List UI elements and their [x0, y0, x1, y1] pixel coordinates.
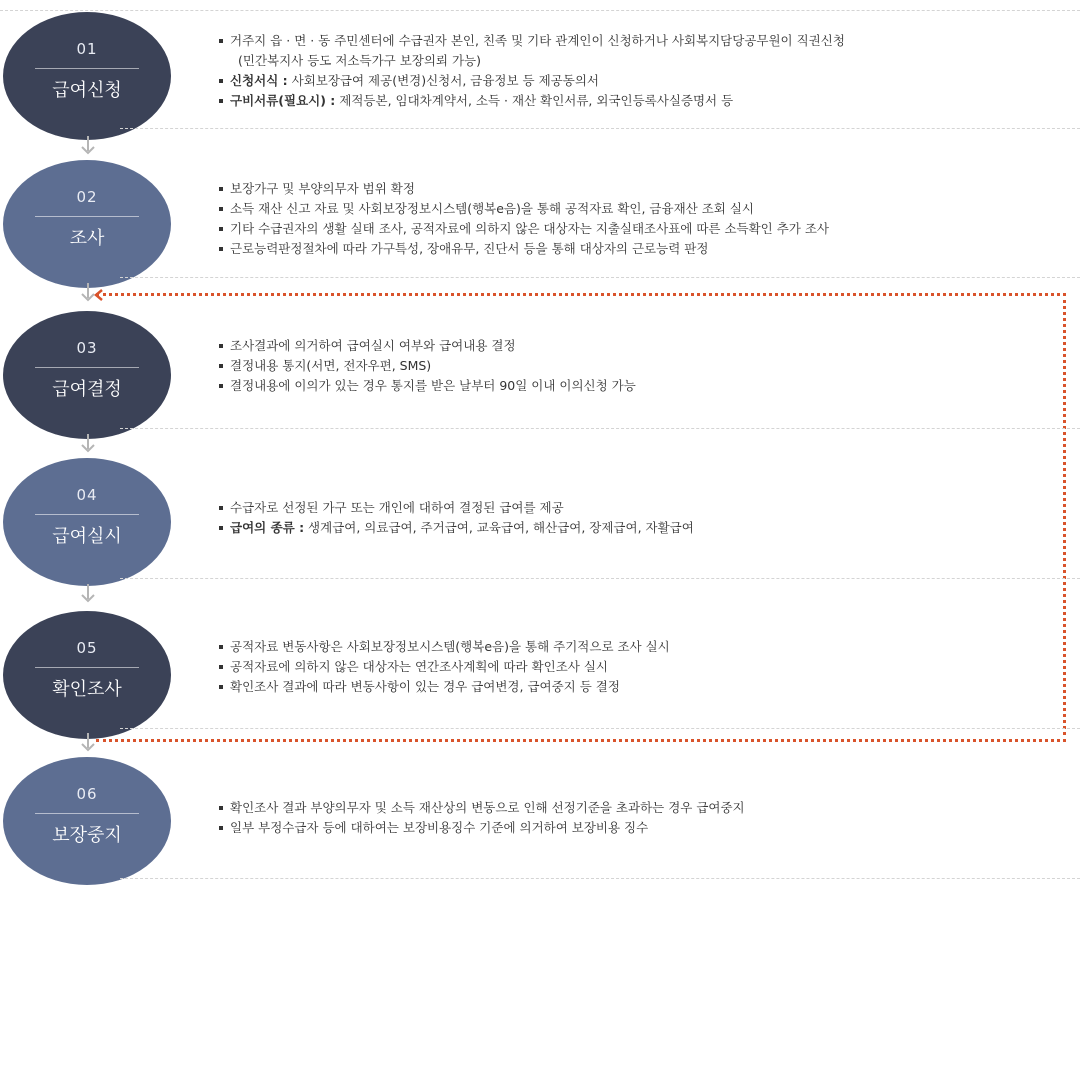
step-05-divider-line — [120, 728, 1080, 729]
step-06-title: 보장중지 — [52, 825, 122, 846]
step-04-divider-line — [120, 578, 1080, 579]
step-06-circle — [3, 757, 171, 885]
step-04-item: 수급자로 선정된 가구 또는 개인에 대하여 결정된 급여를 제공 — [216, 498, 1050, 518]
step-03-circle — [3, 311, 171, 439]
step-01-circle — [3, 12, 171, 140]
down-arrow-icon — [79, 434, 97, 454]
step-06-details — [216, 798, 1050, 838]
step-02-number: 02 — [76, 188, 98, 206]
step-01-item: 신청서식 : 사회보장급여 제공(변경)신청서, 금융정보 등 제공동의서 — [216, 71, 1050, 91]
step-02-item: 기타 수급권자의 생활 실태 조사, 공적자료에 의하지 않은 대상자는 지출실태조사표에 따른 소득확인 추가 조사 — [216, 219, 1050, 239]
down-arrow-icon — [79, 584, 97, 604]
top-divider — [0, 10, 1080, 11]
step-02-details — [216, 179, 1050, 259]
step-06-number: 06 — [76, 785, 98, 803]
step-05-title: 확인조사 — [52, 679, 122, 700]
step-03-item: 결정내용 통지(서면, 전자우편, SMS) — [216, 356, 1050, 376]
step-02-item: 소득 재산 신고 자료 및 사회보장정보시스템(행복e음)을 통해 공적자료 확인, 금융재산 조회 실시 — [216, 199, 1050, 219]
step-03-divider-line — [120, 428, 1080, 429]
step-01-item: 거주지 읍 · 면 · 동 주민센터에 수급권자 본인, 친족 및 기타 관계인이 신청하거나 사회복지담당공무원이 직권신청 — [216, 31, 1050, 51]
step-01-divider-line — [120, 128, 1080, 129]
step-01-divider — [35, 68, 139, 69]
step-04-title: 급여실시 — [52, 526, 122, 547]
step-03-details — [216, 336, 1050, 396]
step-02-item: 근로능력판정절차에 따라 가구특성, 장애유무, 진단서 등을 통해 대상자의 근로능력 판정 — [216, 239, 1050, 259]
step-01-number: 01 — [76, 40, 98, 58]
step-05-divider — [35, 667, 139, 668]
loop-arrowhead-icon — [92, 288, 106, 302]
step-02-circle — [3, 160, 171, 288]
step-06-divider-line — [120, 878, 1080, 879]
step-02-title: 조사 — [69, 228, 105, 249]
step-05-number: 05 — [76, 639, 98, 657]
step-05-item: 공적자료에 의하지 않은 대상자는 연간조사계획에 따라 확인조사 실시 — [216, 657, 1050, 677]
step-03-item: 조사결과에 의거하여 급여실시 여부와 급여내용 결정 — [216, 336, 1050, 356]
step-06-item: 일부 부정수급자 등에 대하여는 보장비용징수 기준에 의거하여 보장비용 징수 — [216, 818, 1050, 838]
step-02-item: 보장가구 및 부양의무자 범위 확정 — [216, 179, 1050, 199]
step-03-title: 급여결정 — [52, 379, 122, 400]
step-06-divider — [35, 813, 139, 814]
step-02-divider-line — [120, 277, 1080, 278]
step-05-item: 공적자료 변동사항은 사회보장정보시스템(행복e음)을 통해 주기적으로 조사 실시 — [216, 637, 1050, 657]
step-03-number: 03 — [76, 339, 98, 357]
down-arrow-icon — [79, 733, 97, 753]
step-03-item: 결정내용에 이의가 있는 경우 통지를 받은 날부터 90일 이내 이의신청 가능 — [216, 376, 1050, 396]
step-01-item: 구비서류(필요시) : 제적등본, 임대차계약서, 소득 · 재산 확인서류, 외국인등록사실증명서 등 — [216, 91, 1050, 111]
step-04-circle — [3, 458, 171, 586]
step-03-divider — [35, 367, 139, 368]
step-02-divider — [35, 216, 139, 217]
step-01-item: (민간복지사 등도 저소득가구 보장의뢰 가능) — [238, 53, 481, 68]
step-04-number: 04 — [76, 486, 98, 504]
step-01-title: 급여신청 — [52, 80, 122, 101]
step-04-item: 급여의 종류 : 생계급여, 의료급여, 주거급여, 교육급여, 해산급여, 장제급여, 자활급여 — [216, 518, 1050, 538]
step-05-item: 확인조사 결과에 따라 변동사항이 있는 경우 급여변경, 급여중지 등 결정 — [216, 677, 1050, 697]
step-06-item: 확인조사 결과 부양의무자 및 소득 재산상의 변동으로 인해 선정기준을 초과하는 경우 급여중지 — [216, 798, 1050, 818]
step-05-details — [216, 637, 1050, 697]
down-arrow-icon — [79, 136, 97, 156]
step-04-details — [216, 498, 1050, 538]
step-01-details — [216, 31, 1050, 111]
step-04-divider — [35, 514, 139, 515]
step-05-circle — [3, 611, 171, 739]
